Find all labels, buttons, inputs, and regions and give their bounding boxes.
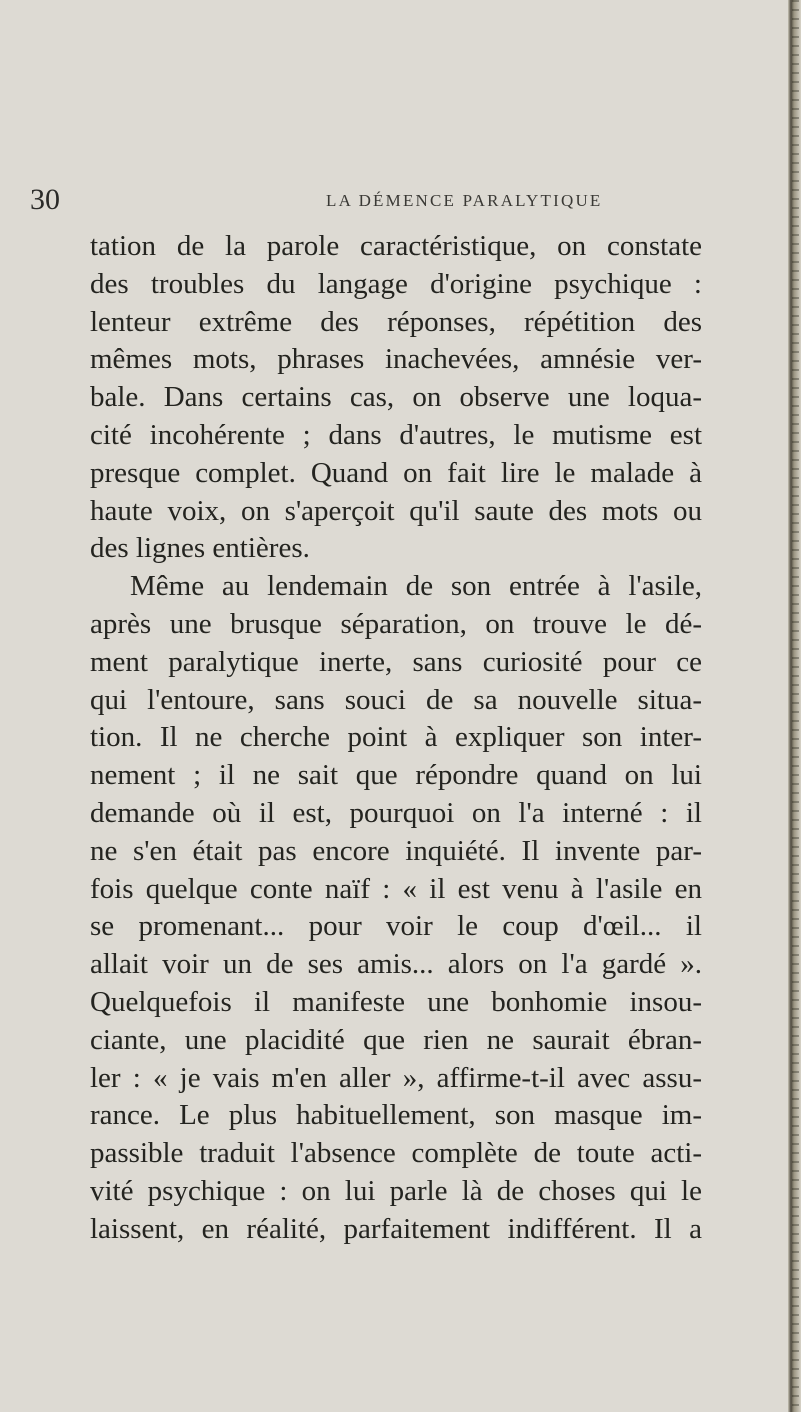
text-line: nement ; il ne sait que répondre quand on lui	[90, 759, 702, 792]
page-header	[30, 182, 750, 218]
text-line: Quelquefois il manifeste une bonhomie insou-	[90, 985, 702, 1018]
text-line: fois quelque conte naïf : « il est venu à l'asile en	[90, 872, 702, 905]
text-line: rance. Le plus habituellement, son masque im-	[90, 1099, 702, 1132]
text-line: qui l'entoure, sans souci de sa nouvelle situa-	[90, 683, 702, 716]
text-line: bale. Dans certains cas, on observe une loqua-	[90, 381, 702, 414]
text-line: cité incohérente ; dans d'autres, le mutisme est	[90, 418, 702, 451]
text-line: des lignes entières.	[90, 532, 310, 565]
text-line: ciante, une placidité que rien ne saurait ébran-	[90, 1023, 702, 1056]
text-line: allait voir un de ses amis... alors on l'a gardé ».	[90, 948, 702, 981]
text-line: demande où il est, pourquoi on l'a interné : il	[90, 796, 702, 829]
text-line: lenteur extrême des réponses, répétition des	[90, 305, 702, 338]
text-line: ler : « je vais m'en aller », affirme-t-il avec assu-	[90, 1061, 702, 1094]
text-line: Même au lendemain de son entrée à l'asile,	[130, 570, 702, 603]
text-line: ment paralytique inerte, sans curiosité pour ce	[90, 645, 702, 678]
text-line: ne s'en était pas encore inquiété. Il invente par-	[90, 834, 702, 867]
text-line: vité psychique : on lui parle là de choses qui le	[90, 1174, 702, 1207]
text-line: laissent, en réalité, parfaitement indifférent. Il a	[90, 1212, 702, 1245]
text-line: après une brusque séparation, on trouve le dé-	[90, 607, 702, 640]
text-line: haute voix, on s'aperçoit qu'il saute des mots ou	[90, 494, 702, 527]
page-number: 30	[30, 183, 60, 216]
text-line: mêmes mots, phrases inachevées, amnésie ver-	[90, 343, 702, 376]
text-line: presque complet. Quand on fait lire le malade à	[90, 456, 702, 489]
text-line: des troubles du langage d'origine psychique :	[90, 267, 702, 300]
text-line: tation de la parole caractéristique, on constate	[90, 230, 702, 262]
text-line: se promenant... pour voir le coup d'œil... il	[90, 910, 702, 943]
body-text	[90, 228, 702, 1249]
text-line: passible traduit l'absence complète de toute acti-	[90, 1137, 702, 1170]
running-title: LA DÉMENCE PARALYTIQUE	[326, 191, 603, 210]
text-line: tion. Il ne cherche point à expliquer son inter-	[90, 721, 702, 754]
page-edge-texture	[792, 0, 799, 1412]
